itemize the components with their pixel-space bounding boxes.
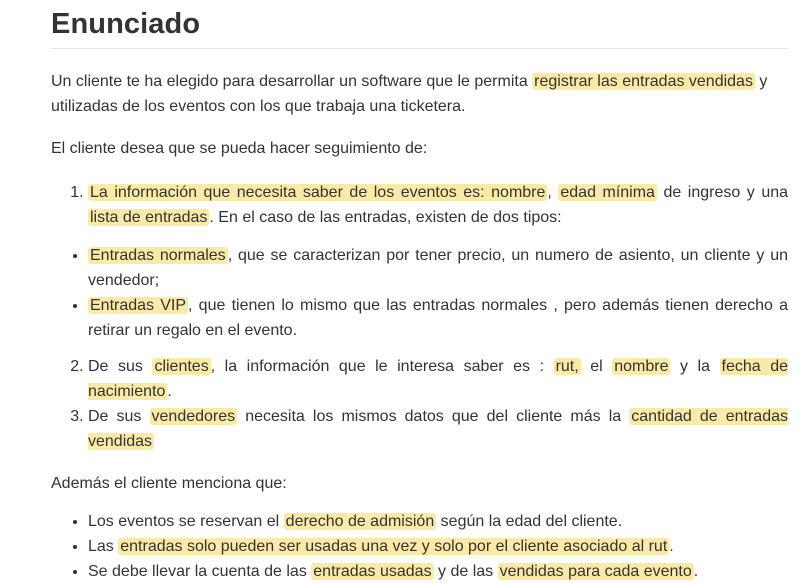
text: Las — [88, 538, 119, 555]
highlight: nombre — [614, 358, 669, 375]
highlight: Entradas normales — [90, 247, 226, 264]
text: y de las — [433, 563, 498, 580]
list-item-admision — [88, 509, 788, 534]
text: y utilizadas de los eventos con los que trabaja una ticketera. — [51, 73, 768, 115]
page-title: Enunciado — [51, 0, 788, 49]
text: necesita los mismos datos que del cliente más la — [237, 408, 630, 425]
list-item-vip — [88, 293, 788, 343]
list-item-normales — [88, 243, 788, 293]
highlight: registrar las entradas vendidas — [534, 73, 753, 90]
text: de ingreso y una — [656, 184, 789, 201]
highlight: rut, — [555, 358, 579, 375]
highlight: cantidad de entradas vendidas — [88, 408, 789, 450]
text: . — [669, 538, 674, 555]
text: . — [693, 563, 699, 580]
list-item-1 — [88, 180, 788, 230]
text: y la — [670, 358, 720, 375]
list-item-2 — [88, 354, 788, 404]
text: Un cliente te ha elegido para desarrollar un software que le permita — [51, 73, 533, 90]
seguimiento-paragraph: El cliente desea que se pueda hacer seguimiento de: — [51, 140, 428, 157]
list-item-cuenta — [88, 559, 788, 584]
intro-paragraph — [51, 69, 788, 119]
ordered-list-2 — [51, 354, 788, 454]
text: . — [167, 383, 172, 400]
list-item-uso — [88, 534, 788, 559]
text: De sus — [88, 358, 153, 375]
ademas-paragraph: Además el cliente menciona que: — [51, 475, 287, 492]
highlight: clientes — [154, 358, 209, 375]
text: , la información que le interesa saber es : — [210, 358, 554, 375]
text: . En el caso de las entradas, existen de dos tipos: — [209, 209, 562, 226]
highlight: fecha de nacimiento — [88, 358, 789, 400]
highlight: vendidas para cada evento — [499, 563, 692, 580]
highlight: Entradas VIP — [90, 297, 187, 314]
text: Los eventos se reservan el — [88, 513, 284, 530]
notas-list — [51, 509, 788, 584]
highlight: entradas solo pueden ser usadas una vez y solo por el cliente asociado al rut — [120, 538, 668, 555]
highlight: derecho de admisión — [285, 513, 435, 530]
ordered-list-1 — [51, 180, 788, 230]
text: , que tienen lo mismo que las entradas normales , pero además tienen derecho a retirar un regalo en el evento. — [88, 297, 788, 339]
highlight: La información que necesita saber de los eventos es: nombre — [90, 184, 546, 201]
list-item-3 — [88, 404, 788, 454]
tipos-list — [51, 243, 788, 343]
highlight: lista de entradas — [90, 209, 208, 226]
text: según la edad del cliente. — [436, 513, 623, 530]
highlight: entradas usadas — [313, 563, 432, 580]
text: el — [580, 358, 613, 375]
text: Se debe llevar la cuenta de las — [88, 563, 312, 580]
text: De sus — [88, 408, 150, 425]
text: , — [547, 184, 559, 201]
highlight: vendedores — [151, 408, 236, 425]
highlight: edad mínima — [560, 184, 655, 201]
text: , que se caracterizan por tener precio, un numero de asiento, un cliente y un vendedor; — [88, 247, 788, 289]
